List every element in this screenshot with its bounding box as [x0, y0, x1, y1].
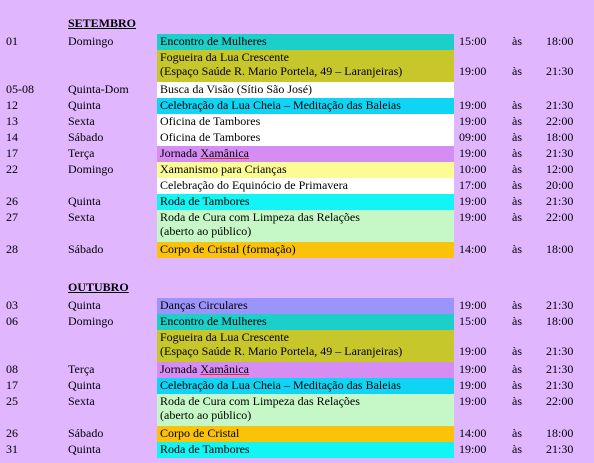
- schedule-row: [0, 442, 594, 458]
- schedule-row: [0, 394, 594, 426]
- row-weekday: Sábado: [68, 130, 104, 144]
- end-time: 18:00: [546, 34, 574, 48]
- row-weekday: Quinta: [68, 298, 101, 312]
- event-cell: [157, 114, 454, 130]
- end-time: 21:30: [546, 146, 574, 160]
- schedule-row: [0, 162, 594, 178]
- event-cell: [157, 314, 454, 330]
- start-time: 15:00: [459, 314, 487, 328]
- schedule-row: [0, 114, 594, 130]
- end-time: 21:30: [546, 98, 574, 112]
- row-day: 28: [6, 242, 18, 256]
- row-day: 14: [6, 130, 18, 144]
- time-separator: às: [512, 344, 522, 358]
- row-weekday: Domingo: [68, 314, 114, 328]
- event-cell: [157, 330, 454, 362]
- event-line: Corpo de Cristal: [160, 426, 240, 440]
- end-time: 22:00: [546, 114, 574, 128]
- time-separator: às: [512, 242, 522, 256]
- time-separator: às: [512, 362, 522, 376]
- row-weekday: Domingo: [68, 34, 114, 48]
- start-time: 19:00: [459, 394, 487, 408]
- event-line: Oficina de Tambores: [160, 130, 261, 144]
- schedule-row: [0, 210, 594, 242]
- row-day: 13: [6, 114, 18, 128]
- event-line: Oficina de Tambores: [160, 114, 261, 128]
- start-time: 09:00: [459, 130, 487, 144]
- event-cell: [157, 146, 454, 162]
- start-time: 19:00: [459, 194, 487, 208]
- row-day: 05-08: [6, 82, 34, 96]
- schedule-row: [0, 330, 594, 362]
- event-line: (aberto ao público): [160, 408, 252, 422]
- time-separator: às: [512, 98, 522, 112]
- row-day: 12: [6, 98, 18, 112]
- event-line: Fogueira da Lua Crescente: [160, 330, 289, 344]
- event-cell: [157, 394, 454, 426]
- end-time: 21:30: [546, 194, 574, 208]
- time-separator: às: [512, 394, 522, 408]
- row-day: 25: [6, 394, 18, 408]
- time-separator: às: [512, 210, 522, 224]
- schedule-row: [0, 34, 594, 50]
- end-time: 18:00: [546, 314, 574, 328]
- event-cell: [157, 426, 454, 442]
- event-cell: [157, 242, 454, 258]
- row-weekday: Terça: [68, 362, 95, 376]
- start-time: 19:00: [459, 210, 487, 224]
- time-separator: às: [512, 162, 522, 176]
- event-line: Roda de Cura com Limpeza das Relações: [160, 210, 360, 224]
- row-day: 03: [6, 298, 18, 312]
- end-time: 21:30: [546, 378, 574, 392]
- event-line: Celebração da Lua Cheia – Meditação das Baleias: [160, 98, 401, 112]
- month-heading: SETEMBRO: [68, 16, 137, 30]
- event-line: (aberto ao público): [160, 224, 252, 238]
- time-separator: às: [512, 130, 522, 144]
- event-cell: [157, 442, 454, 458]
- start-time: 19:00: [459, 114, 487, 128]
- row-weekday: Quinta: [68, 194, 101, 208]
- schedule-row: [0, 50, 594, 82]
- schedule-row: [0, 314, 594, 330]
- row-day: 17: [6, 378, 18, 392]
- event-cell: [157, 130, 454, 146]
- row-weekday: Quinta: [68, 378, 101, 392]
- end-time: 21:30: [546, 344, 574, 358]
- row-weekday: Terça: [68, 146, 95, 160]
- start-time: 19:00: [459, 442, 487, 456]
- event-line: Encontro de Mulheres: [160, 34, 267, 48]
- event-cell: [157, 298, 454, 314]
- start-time: 19:00: [459, 298, 487, 312]
- row-weekday: Domingo: [68, 162, 114, 176]
- schedule-row: [0, 242, 594, 258]
- start-time: 15:00: [459, 34, 487, 48]
- month-heading: OUTUBRO: [68, 280, 129, 294]
- row-day: 06: [6, 314, 18, 328]
- start-time: 19:00: [459, 64, 487, 78]
- schedule-row: [0, 194, 594, 210]
- end-time: 18:00: [546, 130, 574, 144]
- end-time: 21:30: [546, 442, 574, 456]
- end-time: 21:30: [546, 64, 574, 78]
- row-day: 01: [6, 34, 18, 48]
- end-time: 18:00: [546, 426, 574, 440]
- time-separator: às: [512, 314, 522, 328]
- end-time: 22:00: [546, 210, 574, 224]
- schedule-row: [0, 98, 594, 114]
- event-line: Corpo de Cristal (formação): [160, 242, 296, 256]
- start-time: 17:00: [459, 178, 487, 192]
- start-time: 10:00: [459, 162, 487, 176]
- time-separator: às: [512, 298, 522, 312]
- row-weekday: Sexta: [68, 114, 95, 128]
- start-time: 14:00: [459, 242, 487, 256]
- row-day: 17: [6, 146, 18, 160]
- time-separator: às: [512, 146, 522, 160]
- event-line: (Espaço Saúde R. Mario Portela, 49 – Laranjeiras): [160, 64, 403, 78]
- time-separator: às: [512, 442, 522, 456]
- schedule-row: [0, 362, 594, 378]
- row-weekday: Sábado: [68, 242, 104, 256]
- event-line: Roda de Tambores: [160, 442, 250, 456]
- end-time: 20:00: [546, 178, 574, 192]
- time-separator: às: [512, 178, 522, 192]
- event-line: Roda de Tambores: [160, 194, 250, 208]
- row-weekday: Sábado: [68, 426, 104, 440]
- event-cell: [157, 210, 454, 242]
- schedule-row: [0, 378, 594, 394]
- time-separator: às: [512, 64, 522, 78]
- event-line: Roda de Cura com Limpeza das Relações: [160, 394, 360, 408]
- start-time: 19:00: [459, 362, 487, 376]
- row-weekday: Quinta: [68, 98, 101, 112]
- row-weekday: Sexta: [68, 210, 95, 224]
- row-day: 22: [6, 162, 18, 176]
- event-line: Xamanismo para Crianças: [160, 162, 287, 176]
- schedule-row: [0, 82, 594, 98]
- schedule-row: [0, 178, 594, 194]
- start-time: 19:00: [459, 146, 487, 160]
- event-line: Jornada Xamânica: [160, 362, 249, 376]
- time-separator: às: [512, 426, 522, 440]
- event-line: Encontro de Mulheres: [160, 314, 267, 328]
- row-weekday: Sexta: [68, 394, 95, 408]
- row-day: 08: [6, 362, 18, 376]
- schedule-row: [0, 130, 594, 146]
- end-time: 12:00: [546, 162, 574, 176]
- start-time: 19:00: [459, 344, 487, 358]
- event-line: Fogueira da Lua Crescente: [160, 50, 289, 64]
- time-separator: às: [512, 378, 522, 392]
- row-day: 27: [6, 210, 18, 224]
- start-time: 19:00: [459, 98, 487, 112]
- schedule-row: [0, 298, 594, 314]
- start-time: 19:00: [459, 378, 487, 392]
- time-separator: às: [512, 194, 522, 208]
- end-time: 21:30: [546, 298, 574, 312]
- end-time: 21:30: [546, 362, 574, 376]
- end-time: 18:00: [546, 242, 574, 256]
- event-cell: [157, 82, 454, 98]
- schedule-row: [0, 146, 594, 162]
- event-cell: [157, 178, 454, 194]
- row-day: 31: [6, 442, 18, 456]
- event-cell: [157, 378, 454, 394]
- event-line: Celebração da Lua Cheia – Meditação das Baleias: [160, 378, 401, 392]
- end-time: 22:00: [546, 394, 574, 408]
- row-weekday: Quinta-Dom: [68, 82, 129, 96]
- event-cell: [157, 34, 454, 50]
- row-day: 26: [6, 194, 18, 208]
- event-cell: [157, 194, 454, 210]
- row-day: 26: [6, 426, 18, 440]
- time-separator: às: [512, 114, 522, 128]
- event-line: Danças Circulares: [160, 298, 248, 312]
- event-line: Jornada Xamânica: [160, 146, 249, 160]
- row-weekday: Quinta: [68, 442, 101, 456]
- event-line: Busca da Visão (Sítio São José): [160, 82, 313, 96]
- event-line: (Espaço Saúde R. Mario Portela, 49 – Laranjeiras): [160, 344, 403, 358]
- event-line: Celebração do Equinócio de Primavera: [160, 178, 348, 192]
- event-cell: [157, 362, 454, 378]
- event-cell: [157, 50, 454, 82]
- time-separator: às: [512, 34, 522, 48]
- event-cell: [157, 98, 454, 114]
- event-cell: [157, 162, 454, 178]
- start-time: 14:00: [459, 426, 487, 440]
- schedule-row: [0, 426, 594, 442]
